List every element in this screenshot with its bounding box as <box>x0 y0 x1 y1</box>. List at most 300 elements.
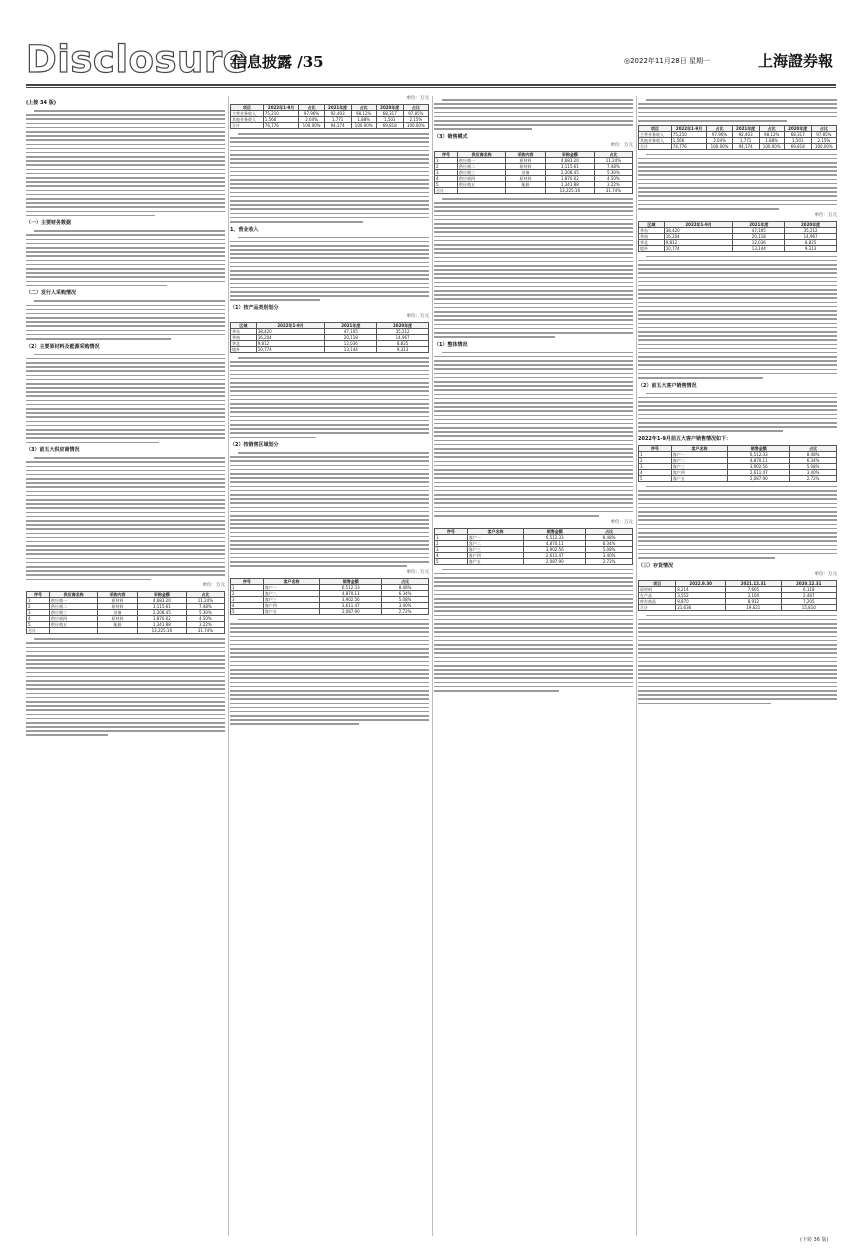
text-line <box>230 399 429 401</box>
text-line <box>230 490 429 492</box>
table-header-cell: 客户名称 <box>671 445 728 451</box>
table-cell: 13,144 <box>325 346 377 352</box>
customer-table-3 <box>638 445 837 482</box>
text-line <box>638 494 837 496</box>
text-line <box>26 579 151 581</box>
text-line <box>434 290 633 292</box>
text-line <box>646 99 837 101</box>
table-cell: 原材料 <box>639 586 676 592</box>
text-line <box>26 202 225 204</box>
text-line <box>26 470 225 472</box>
table-cell: 客户五 <box>467 558 524 564</box>
table-cell: 4 <box>435 175 458 181</box>
text-line <box>434 477 633 479</box>
text-line <box>230 196 429 198</box>
text-line <box>26 474 225 476</box>
text-line <box>230 208 429 210</box>
text-line <box>230 515 429 517</box>
table-cell: 3,902.56 <box>728 463 790 469</box>
table-cell: 合计 <box>231 123 264 129</box>
table-cell: 12,036 <box>325 340 377 346</box>
text-line <box>442 352 633 354</box>
table-cell: 2,087.90 <box>320 608 382 614</box>
table-cell: 3 <box>639 463 672 469</box>
text-line <box>26 387 225 389</box>
text-line <box>434 602 633 604</box>
table-cell: 35,212 <box>377 328 429 334</box>
text-line <box>230 460 429 462</box>
text-line <box>434 231 633 233</box>
section-heading: （3）前五大供应商情况 <box>26 447 80 454</box>
text-line <box>434 682 633 684</box>
table-header-cell: 序号 <box>435 151 458 157</box>
text-line <box>26 726 225 728</box>
text-line <box>26 507 225 509</box>
table-cell: 6.34% <box>586 540 633 546</box>
table-cell: 2 <box>435 163 458 169</box>
table-cell: 华北 <box>231 340 257 346</box>
text-line <box>638 661 837 663</box>
table-cell: 100.00% <box>759 143 784 149</box>
text-line <box>638 281 837 283</box>
text-line <box>434 269 633 271</box>
table-header-cell: 序号 <box>231 578 264 584</box>
table-header-cell: 占比 <box>790 445 837 451</box>
table-cell: 7,605 <box>726 586 781 592</box>
text-line <box>434 665 633 667</box>
text-line <box>26 362 225 364</box>
text-line <box>26 574 225 576</box>
text-line <box>230 627 429 629</box>
table-row <box>639 475 837 481</box>
text-line <box>34 457 225 459</box>
text-line <box>26 524 225 526</box>
table-cell: 11.24% <box>186 598 224 604</box>
text-line <box>26 243 225 245</box>
text-line <box>638 426 837 428</box>
text-line <box>638 323 837 325</box>
table-cell: 2,087.90 <box>524 558 586 564</box>
table-cell: 4.50% <box>186 616 224 622</box>
unit-label: 单位：万元 <box>406 569 429 575</box>
table-header-cell: 采购金额 <box>545 151 594 157</box>
text-line <box>638 694 837 696</box>
unit-label: 单位：万元 <box>610 519 633 525</box>
table-cell: 供应商四 <box>50 616 98 622</box>
text-line <box>442 99 633 101</box>
text-line <box>434 486 633 488</box>
text-line <box>638 409 837 411</box>
text-line <box>230 213 429 215</box>
table-cell: 3.40% <box>586 552 633 558</box>
table-cell: 16,204 <box>664 233 733 239</box>
table-header-cell: 2021年度 <box>325 322 377 328</box>
text-line <box>26 503 225 505</box>
text-line <box>26 383 225 385</box>
table-cell: 68,317 <box>784 131 811 137</box>
table-cell: 在产品 <box>639 592 676 598</box>
table-cell: 3,115.61 <box>545 163 594 169</box>
body-text <box>26 638 225 736</box>
text-line <box>434 223 633 225</box>
text-line <box>230 374 429 376</box>
text-line <box>230 390 429 392</box>
text-line <box>26 358 225 360</box>
text-line <box>34 230 225 232</box>
table-cell: 客户二 <box>671 457 728 463</box>
text-line <box>230 262 429 264</box>
supplier-table-2 <box>434 151 633 194</box>
text-line <box>26 688 225 690</box>
text-line <box>26 701 225 703</box>
text-line <box>26 722 225 724</box>
table-cell: 6,512.33 <box>320 584 382 590</box>
table-header-cell: 2020年度 <box>784 125 811 131</box>
table-cell: 13,225.16 <box>545 187 594 193</box>
text-line <box>230 511 429 513</box>
table-cell: 原材料 <box>506 163 546 169</box>
body-text <box>230 133 429 223</box>
table-cell: 3 <box>231 596 264 602</box>
text-line <box>434 298 633 300</box>
body-text <box>434 352 633 517</box>
text-line <box>230 469 429 471</box>
table-header-cell: 占比 <box>186 592 224 598</box>
text-line <box>434 202 633 204</box>
inventory-table <box>638 580 837 611</box>
table-cell: 3 <box>435 546 468 552</box>
table-cell: 94,174 <box>732 143 759 149</box>
text-line <box>434 598 633 600</box>
table-cell: 47,105 <box>733 227 785 233</box>
text-line <box>26 177 225 179</box>
text-line <box>638 503 837 505</box>
text-line <box>26 429 225 431</box>
text-line <box>434 124 633 126</box>
text-line <box>230 544 429 546</box>
text-line <box>434 277 633 279</box>
text-line <box>230 477 429 479</box>
text-line <box>26 520 225 522</box>
text-line <box>638 352 837 354</box>
text-line <box>26 416 225 418</box>
text-line <box>26 160 225 162</box>
text-line <box>434 385 633 387</box>
table-header-cell: 客户名称 <box>263 578 320 584</box>
unit-label: 单位：万元 <box>202 583 225 589</box>
text-line <box>26 482 225 484</box>
table-header-cell: 销售金额 <box>524 528 586 534</box>
table-cell: 2,611.47 <box>728 469 790 475</box>
text-line <box>434 394 633 396</box>
text-line <box>230 420 429 422</box>
text-line <box>434 581 633 583</box>
text-line <box>638 103 837 105</box>
text-line <box>26 211 225 213</box>
table-cell: 94,174 <box>324 123 351 129</box>
text-line <box>230 719 429 721</box>
table-cell: 31.74% <box>594 187 632 193</box>
table-cell: 其他业务收入 <box>639 137 672 143</box>
table-cell: 92,403 <box>324 111 351 117</box>
text-line <box>230 507 429 509</box>
section-heading: （2）前五大客户销售情况 <box>638 382 697 389</box>
masthead <box>26 38 836 81</box>
section-heading: （三）存货情况 <box>638 562 674 569</box>
text-line <box>638 174 837 176</box>
text-line <box>26 651 225 653</box>
table-cell: 客户三 <box>467 546 524 552</box>
text-line <box>26 714 225 716</box>
text-line <box>638 264 837 266</box>
table-cell: 主营业务收入 <box>231 111 264 117</box>
text-line <box>434 377 633 379</box>
body-text <box>434 99 633 130</box>
text-line <box>230 437 316 439</box>
text-line <box>26 206 225 208</box>
text-line <box>26 680 225 682</box>
text-line <box>434 482 633 484</box>
table-cell: 1.88% <box>759 137 784 143</box>
table-header-cell: 序号 <box>639 445 672 451</box>
text-line <box>434 206 633 208</box>
column-divider <box>228 96 229 1236</box>
text-line <box>230 270 429 272</box>
text-line <box>230 536 429 538</box>
text-line <box>26 305 225 307</box>
table-cell: 2.04% <box>299 117 324 123</box>
text-line <box>26 512 225 514</box>
text-line <box>638 405 837 407</box>
text-line <box>230 274 429 276</box>
text-line <box>434 423 633 425</box>
body-text <box>230 237 429 301</box>
text-line <box>434 640 633 642</box>
text-line <box>230 257 429 259</box>
text-line <box>638 268 837 270</box>
table-cell: 5 <box>231 608 264 614</box>
table-cell: 3,902.56 <box>320 596 382 602</box>
section-heading: （一）主要财务数据 <box>26 220 72 227</box>
text-line <box>638 703 771 705</box>
table-header-cell: 项目 <box>231 105 264 111</box>
text-line <box>434 244 633 246</box>
table-cell: 35,212 <box>785 227 837 233</box>
text-line <box>26 375 225 377</box>
table-header-cell: 2022年1-9月 <box>256 322 325 328</box>
text-line <box>434 373 633 375</box>
text-line <box>434 652 633 654</box>
text-line <box>434 103 633 105</box>
text-line <box>434 252 633 254</box>
table-cell: 11.24% <box>594 157 632 163</box>
customer-table-2 <box>434 528 633 565</box>
text-line <box>434 360 633 362</box>
table-cell: 14,967 <box>785 233 837 239</box>
unit-label: 单位：万元 <box>610 142 633 148</box>
text-line <box>26 181 225 183</box>
table-header-cell: 占比 <box>299 105 324 111</box>
text-line <box>26 325 225 327</box>
text-line <box>230 557 429 559</box>
text-line <box>646 486 837 488</box>
text-line <box>26 516 225 518</box>
continuation-bottom: (下转 36 版) <box>800 1237 829 1243</box>
table-cell: 2,611.47 <box>524 552 586 558</box>
table-cell: 4 <box>231 602 264 608</box>
text-line <box>638 698 837 700</box>
text-line <box>434 619 633 621</box>
text-line <box>434 236 633 238</box>
table-cell: 4,870.11 <box>524 540 586 546</box>
table-header-cell: 占比 <box>351 105 376 111</box>
table-cell: 客户二 <box>467 540 524 546</box>
text-line <box>646 393 837 395</box>
table-cell: 2,487 <box>781 592 836 598</box>
table-cell: 客户一 <box>467 534 524 540</box>
text-line <box>230 287 429 289</box>
text-line <box>434 494 633 496</box>
text-line <box>26 321 225 323</box>
text-line <box>230 686 429 688</box>
text-line <box>638 636 837 638</box>
text-line <box>638 373 837 375</box>
masthead-rule-thin <box>26 87 836 88</box>
column-1 <box>26 96 225 739</box>
table-cell: 客户五 <box>671 475 728 481</box>
body-text <box>434 569 633 692</box>
body-text <box>638 486 837 559</box>
text-line <box>26 697 225 699</box>
column-4 <box>638 96 837 707</box>
table-cell: 68,317 <box>376 111 403 117</box>
table-row <box>639 245 837 251</box>
text-line <box>638 369 837 371</box>
text-line <box>434 415 633 417</box>
text-line <box>26 566 225 568</box>
text-line <box>26 247 225 249</box>
table-cell: 92,403 <box>732 131 759 137</box>
table-header-cell: 2020年度 <box>785 221 837 227</box>
table-cell: 97.85% <box>811 131 836 137</box>
text-line <box>230 179 429 181</box>
section-heading: （2）按销售区域划分 <box>230 442 279 449</box>
text-line <box>26 169 225 171</box>
text-line <box>434 261 633 263</box>
table-cell: 47,105 <box>325 328 377 334</box>
table-cell: 76,776 <box>263 123 299 129</box>
text-line <box>26 491 225 493</box>
text-line <box>230 669 429 671</box>
issue-date: ◎2022年11月28日 星期一 <box>624 57 710 65</box>
text-line <box>230 183 429 185</box>
column-divider <box>432 96 433 1236</box>
text-line <box>26 272 225 274</box>
table-header-cell: 2020.12.31 <box>781 580 836 586</box>
text-line <box>638 557 775 559</box>
text-line <box>434 402 633 404</box>
text-line <box>638 414 837 416</box>
text-line <box>26 659 225 661</box>
text-line <box>434 112 633 114</box>
table-cell: 5.30% <box>594 169 632 175</box>
text-line <box>230 158 429 160</box>
text-line <box>230 494 429 496</box>
table-header-cell: 2020年度 <box>377 322 429 328</box>
text-line <box>238 133 429 135</box>
table-header-cell: 2020年度 <box>376 105 403 111</box>
table-cell: 3.22% <box>186 622 224 628</box>
table-cell <box>98 628 138 634</box>
text-line <box>26 268 225 270</box>
table-cell: 1 <box>435 534 468 540</box>
table-cell: 2,611.47 <box>320 602 382 608</box>
text-line <box>26 123 225 125</box>
table-cell: 6,512.33 <box>728 451 790 457</box>
text-line <box>638 545 837 547</box>
table-header-cell: 客户名称 <box>467 528 524 534</box>
text-line <box>230 636 429 638</box>
text-line <box>26 528 225 530</box>
newspaper-name: 上海證券報 <box>758 52 834 70</box>
text-line <box>434 515 599 517</box>
text-line <box>638 536 837 538</box>
text-line <box>434 473 633 475</box>
text-line <box>638 528 837 530</box>
text-line <box>230 548 429 550</box>
text-line <box>638 490 837 492</box>
table-cell: 4,870.11 <box>728 457 790 463</box>
text-line <box>638 208 779 210</box>
table-cell: 客户一 <box>263 584 320 590</box>
table-cell: 2.72% <box>382 608 429 614</box>
supplier-table <box>26 591 225 634</box>
text-line <box>638 515 837 517</box>
table-row <box>231 608 429 614</box>
text-line <box>238 357 429 359</box>
table-cell: 1,501 <box>784 137 811 143</box>
region-table <box>230 322 429 353</box>
text-line <box>638 623 837 625</box>
table-cell: 华南 <box>639 233 665 239</box>
text-line <box>26 655 225 657</box>
text-line <box>638 524 837 526</box>
text-line <box>434 440 633 442</box>
text-line <box>638 297 837 299</box>
section-heading: （3）销售模式 <box>434 133 468 140</box>
text-line <box>434 311 633 313</box>
table-cell: 能源 <box>98 622 138 628</box>
text-line <box>230 295 429 297</box>
text-line <box>230 561 429 563</box>
table-cell: 4,683.20 <box>545 157 594 163</box>
text-line <box>638 498 837 500</box>
text-line <box>230 723 359 725</box>
table-cell: 合计 <box>639 143 672 149</box>
text-line <box>230 241 429 243</box>
text-line <box>230 291 429 293</box>
text-line <box>230 278 429 280</box>
text-line <box>434 456 633 458</box>
revenue-table-2 <box>638 125 837 150</box>
table-cell: 20,118 <box>733 233 785 239</box>
text-line <box>638 553 837 555</box>
table-cell: 华东 <box>639 227 665 233</box>
text-line <box>230 428 429 430</box>
masthead-rule <box>26 84 836 86</box>
table-cell: 2 <box>435 540 468 546</box>
text-line <box>230 631 429 633</box>
